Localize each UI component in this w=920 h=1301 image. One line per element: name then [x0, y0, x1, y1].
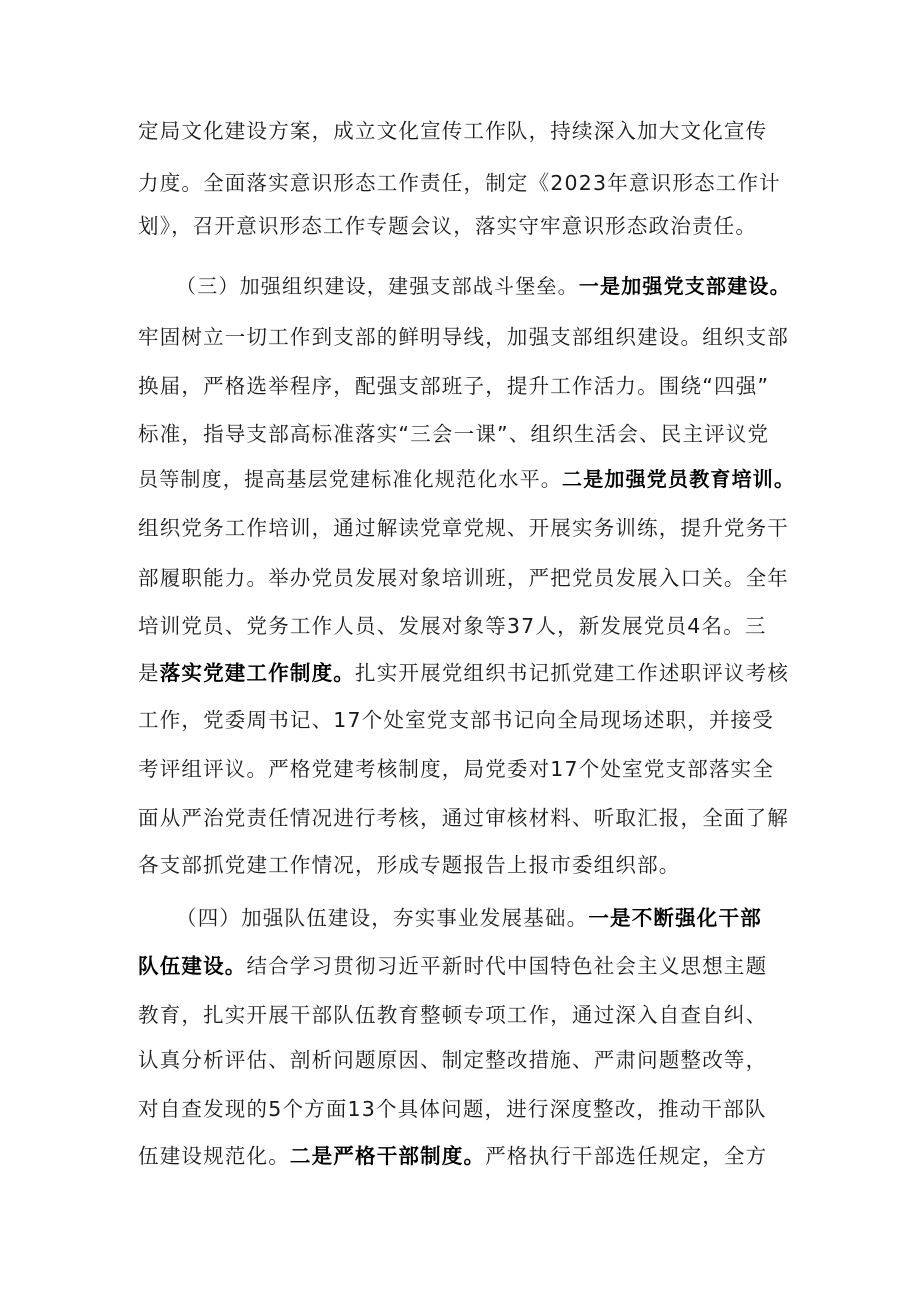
- text-line: [138, 851, 681, 879]
- text-line: [138, 420, 769, 448]
- text-run: 扎实开展党组织书记抓党建工作述职评议考核: [355, 661, 790, 685]
- text-line: [138, 612, 767, 640]
- text-run: 教育，扎实开展干部队伍教育整顿专项工作，通过深入自查自纠、: [138, 1003, 768, 1027]
- text-line: [138, 952, 767, 980]
- bold-run: 队伍建设。: [138, 954, 247, 978]
- text-line: [138, 1142, 767, 1170]
- bold-run: 落实党建工作制度。: [159, 661, 356, 685]
- text-run: 是: [138, 661, 160, 685]
- bold-run: 一是不断强化干部: [588, 906, 762, 930]
- text-run: 定局文化建设方案，成立文化宣传工作队，持续深入加大文化宣传: [138, 119, 768, 143]
- text-line: [138, 465, 795, 493]
- text-run: 力度。全面落实意识形态工作责任，制定《2023年意识形态工作计: [138, 171, 781, 195]
- text-line: [138, 564, 789, 592]
- text-run: 严格执行干部选任规定，全方: [485, 1144, 768, 1168]
- text-run: 牢固树立一切工作到支部的鲜明导线，加强支部组织建设。组织支部: [138, 325, 789, 349]
- text-run: 培训党员、党务工作人员、发展对象等37人，新发展党员4名。三: [138, 614, 767, 638]
- text-run: 工作，党委周书记、17个处室党支部书记向全局现场述职，并接受: [138, 708, 775, 732]
- text-line: [138, 117, 767, 145]
- bold-run: 二是加强党员教育培训。: [562, 467, 796, 491]
- text-line: [138, 212, 757, 240]
- text-run: 标准，指导支部高标准落实“三会一课”、组织生活会、民主评议党: [138, 422, 770, 446]
- text-line: [138, 804, 789, 832]
- text-line: [138, 706, 774, 734]
- text-run: （三）加强组织建设，建强支部战斗堡垒。: [176, 274, 579, 298]
- text-line: [138, 755, 774, 783]
- text-run: 各支部抓党建工作情况，形成专题报告上报市委组织部。: [138, 853, 681, 877]
- text-line: [138, 1046, 767, 1074]
- text-line: [138, 372, 769, 400]
- text-run: 部履职能力。举办党员发展对象培训班，严把党员发展入口关。全年: [138, 566, 789, 590]
- text-run: 换届，严格选举程序，配强支部班子，提升工作活力。围绕“四强”: [138, 374, 770, 398]
- text-line: [138, 659, 789, 687]
- section-heading-4: [176, 904, 762, 932]
- bold-run: 二是严格干部制度。: [289, 1144, 486, 1168]
- text-run: 对自查发现的5个方面13个具体问题，进行深度整改，推动干部队: [138, 1097, 767, 1121]
- text-run: 伍建设规范化。: [138, 1144, 290, 1168]
- text-run: 员等制度，提高基层党建标准化规范化水平。: [138, 467, 562, 491]
- text-run: （四）加强队伍建设，夯实事业发展基础。: [176, 906, 589, 930]
- bold-run: 一是加强党支部建设。: [578, 274, 791, 298]
- text-run: 结合学习贯彻习近平新时代中国特色社会主义思想主题: [246, 954, 768, 978]
- text-line: [138, 169, 781, 197]
- text-run: 组织党务工作培训，通过解读党章党规、开展实务训练，提升党务干: [138, 516, 789, 540]
- text-line: [138, 1001, 767, 1029]
- text-run: 考评组评议。严格党建考核制度，局党委对17个处室党支部落实全: [138, 757, 775, 781]
- section-heading-3: [176, 272, 791, 300]
- text-line: [138, 514, 789, 542]
- text-run: 认真分析评估、剖析问题原因、制定整改措施、严肃问题整改等，: [138, 1048, 768, 1072]
- text-run: 划》，召开意识形态工作专题会议，落实守牢意识形态政治责任。: [138, 214, 758, 238]
- text-line: [138, 323, 789, 351]
- text-line: [138, 1095, 767, 1123]
- text-run: 面从严治党责任情况进行考核，通过审核材料、听取汇报，全面了解: [138, 806, 789, 830]
